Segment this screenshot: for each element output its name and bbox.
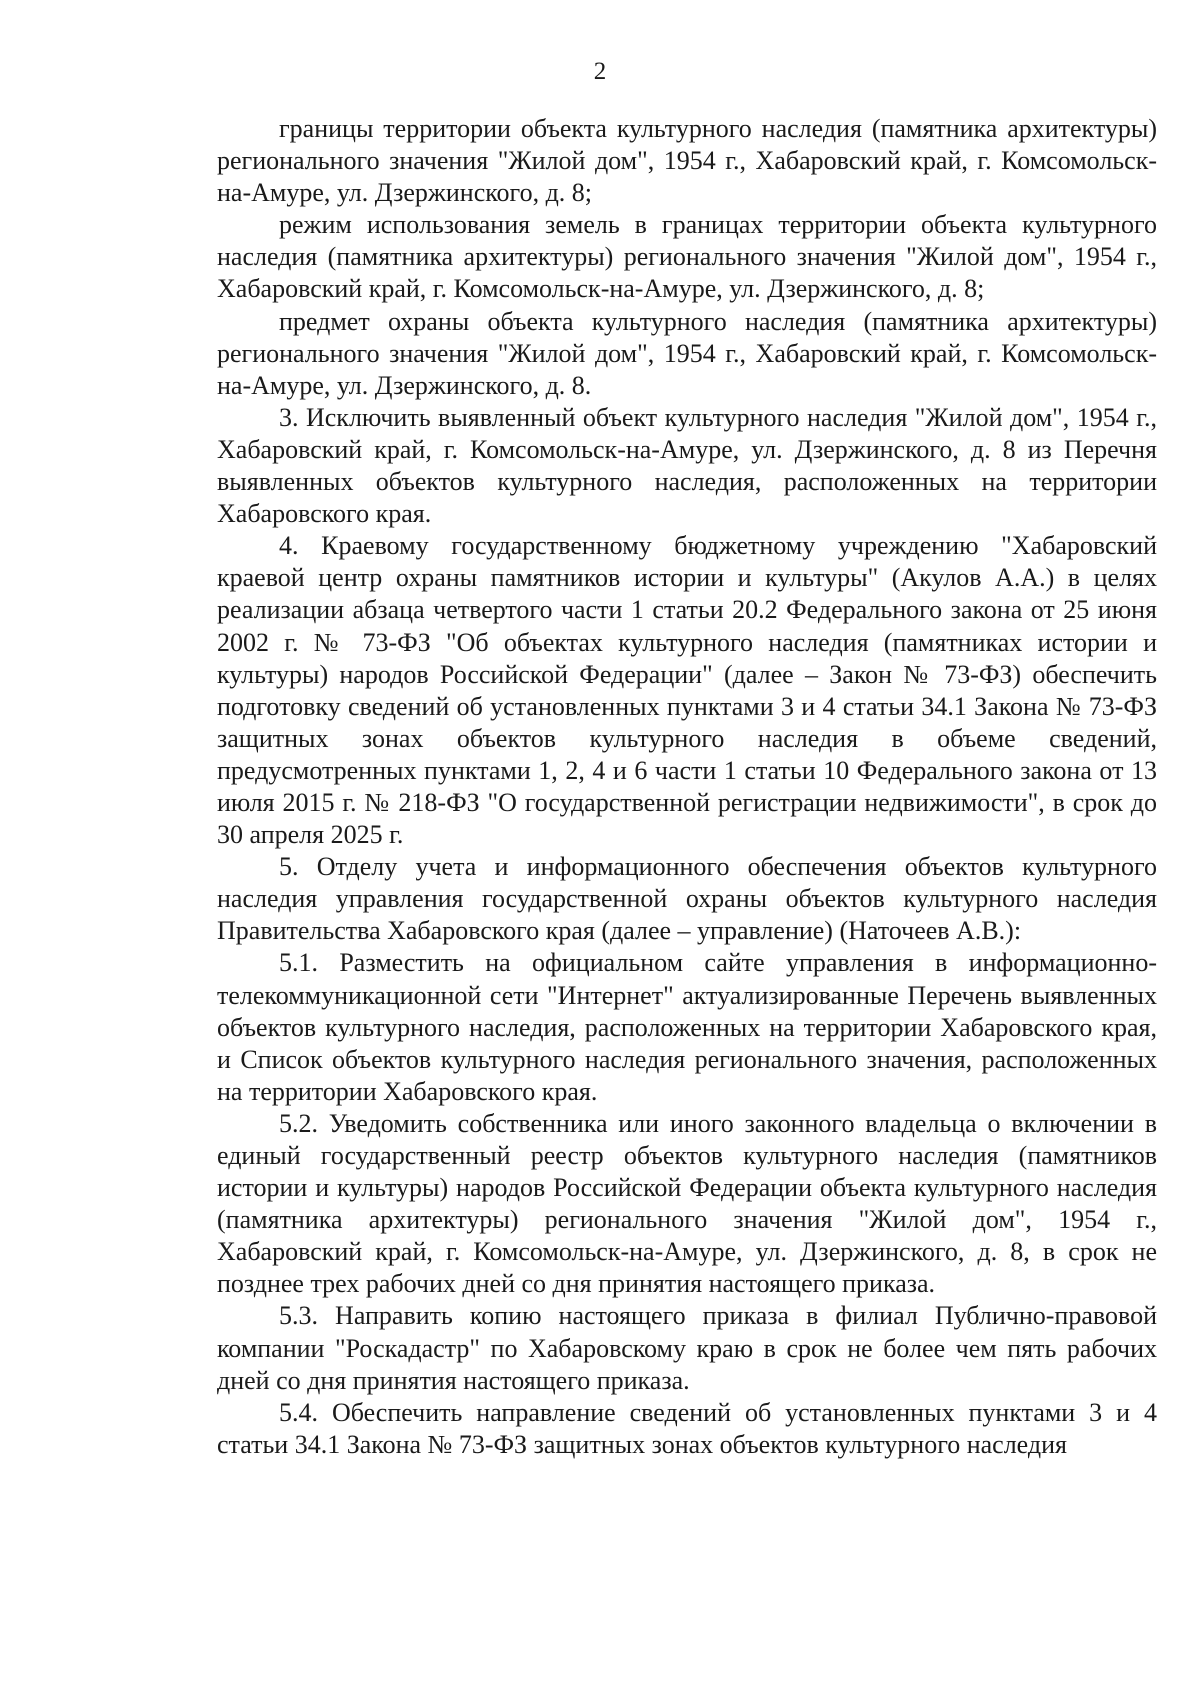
- paragraph-item-5-2: 5.2. Уведомить собственника или иного законного владельца о включении в единый государственный реестр объектов культурного наследия (памятников истории и культуры) народов Российской Федерации объекта культурного наследия (памятника архитектуры) регионального значения "Жилой дом", 1954 г., Хабаровский край, г. Комсомольск-на-Амуре, ул. Дзержинского, д. 8, в срок не позднее трех рабочих дней со дня принятия настоящего приказа.: [217, 1108, 1157, 1299]
- paragraph-item-4: 4. Краевому государственному бюджетному учреждению "Хабаровский краевой центр охраны памятников истории и культуры" (Акулов А.А.) в целях реализации абзаца четвертого части 1 статьи 20.2 Федерального закона от 25 июня 2002 г. № 73-ФЗ "Об объектах культурного наследия (памятниках истории и культуры) народов Российской Федерации" (далее – Закон № 73-ФЗ) обеспечить подготовку сведений об установленных пунктами 3 и 4 статьи 34.1 Закона № 73-ФЗ защитных зонах объектов культурного наследия в объеме сведений, предусмотренных пунктами 1, 2, 4 и 6 части 1 статьи 10 Федерального закона от 13 июля 2015 г. № 218-ФЗ "О государственной регистрации недвижимости", в срок до 30 апреля 2025 г.: [217, 531, 1157, 850]
- document-body: [217, 113, 1157, 1461]
- page-number: 2: [593, 58, 607, 85]
- paragraph-item-5-3: 5.3. Направить копию настоящего приказа в филиал Публично-правовой компании "Роскадастр" по Хабаровскому краю в срок не более чем пять рабочих дней со дня принятия настоящего приказа.: [217, 1301, 1157, 1395]
- paragraph-territory-boundaries: границы территории объекта культурного наследия (памятника архитектуры) регионального значения "Жилой дом", 1954 г., Хабаровский край, г. Комсомольск-на-Амуре, ул. Дзержинского, д. 8;: [217, 114, 1157, 208]
- paragraph-item-5-1: 5.1. Разместить на официальном сайте управления в информационно-телекоммуникационной сети "Интернет" актуализированные Перечень выявленных объектов культурного наследия, расположенных на территории Хабаровского края, и Список объектов культурного наследия регионального значения, расположенных на территории Хабаровского края.: [217, 948, 1157, 1106]
- paragraph-land-use-regime: режим использования земель в границах территории объекта культурного наследия (памятника архитектуры) регионального значения "Жилой дом", 1954 г., Хабаровский край, г. Комсомольск-на-Амуре, ул. Дзержинского, д. 8;: [217, 210, 1157, 304]
- paragraph-item-5: 5. Отделу учета и информационного обеспечения объектов культурного наследия управления государственной охраны объектов культурного наследия Правительства Хабаровского края (далее – управление) (Наточеев А.В.):: [217, 852, 1157, 946]
- paragraph-item-3: 3. Исключить выявленный объект культурного наследия "Жилой дом", 1954 г., Хабаровский край, г. Комсомольск-на-Амуре, ул. Дзержинского, д. 8 из Перечня выявленных объектов культурного наследия, расположенных на территории Хабаровского края.: [217, 402, 1157, 529]
- paragraph-item-5-4: 5.4. Обеспечить направление сведений об установленных пунктами 3 и 4 статьи 34.1 Закона № 73-ФЗ защитных зонах объектов культурного наследия: [217, 1397, 1157, 1459]
- paragraph-protection-subject: предмет охраны объекта культурного наследия (памятника архитектуры) регионального значения "Жилой дом", 1954 г., Хабаровский край, г. Комсомольск-на-Амуре, ул. Дзержинского, д. 8.: [217, 306, 1157, 400]
